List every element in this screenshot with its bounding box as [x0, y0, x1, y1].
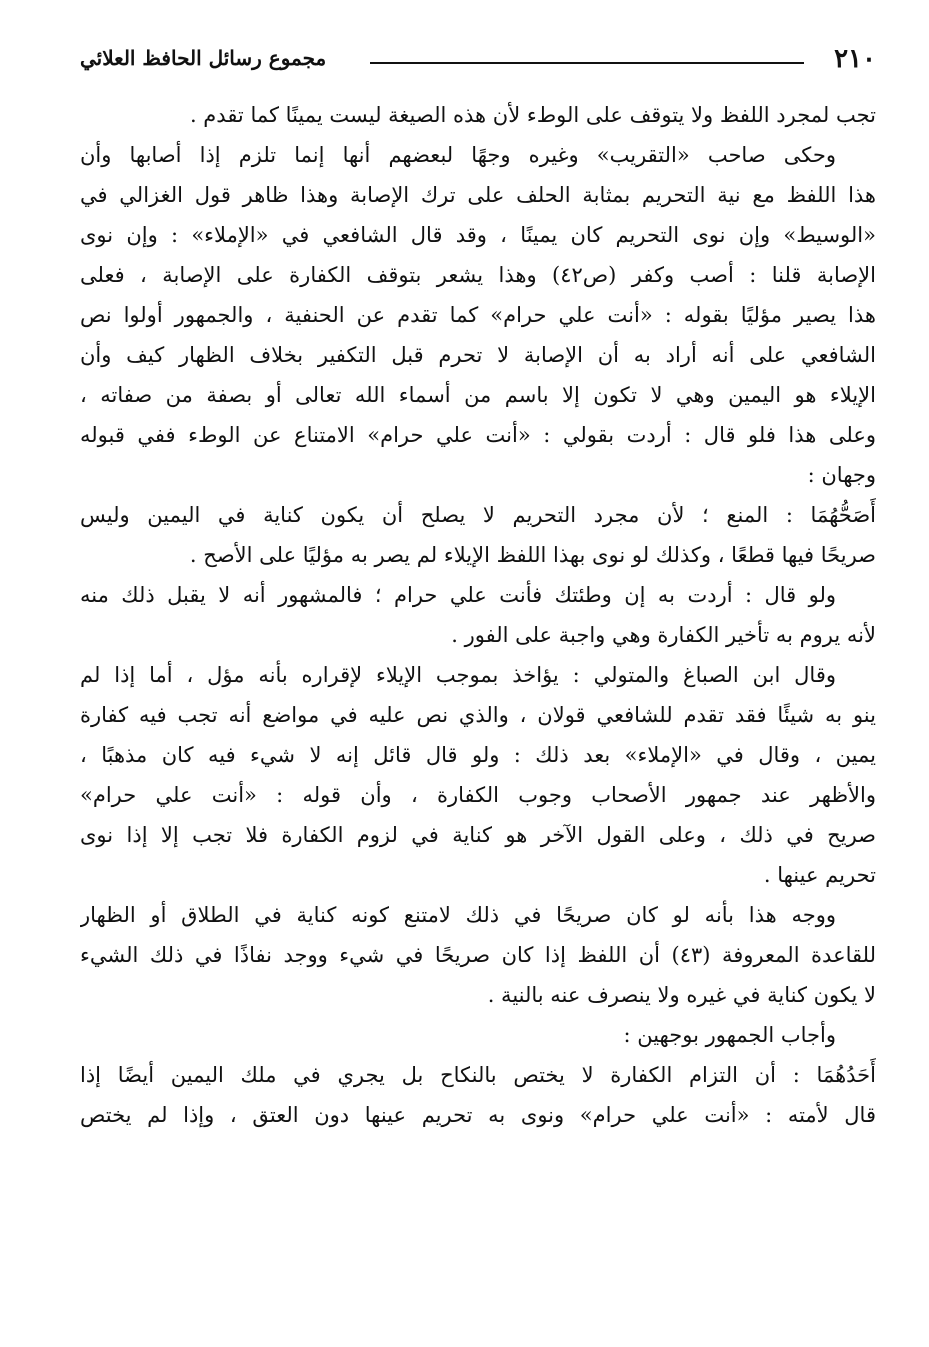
- text-line: وأجاب الجمهور بوجهين :: [623, 1023, 836, 1047]
- text-line: يمين ، وقال في «الإملاء» بعد ذلك : ولو قال قائل إنه لا شيء فيه كان مذهبًا ،: [80, 743, 876, 767]
- text-line: وحكى صاحب «التقريب» وغيره وجهًا لبعضهم أنها إنما تلزم إذا أصابها وأن: [80, 143, 836, 167]
- text-line: وجهان :: [807, 463, 876, 487]
- body-text: [80, 95, 876, 1135]
- text-line: للقاعدة المعروفة (٤٣) أن اللفظ إذا كان صريحًا في شيء ووجد نفاذًا في ذلك الشيء: [80, 943, 876, 967]
- text-line: ووجه هذا بأنه لو كان صريحًا في ذلك لامتنع كونه كناية في الطلاق أو الظهار: [80, 903, 836, 927]
- header-rule: [370, 62, 804, 64]
- text-line: صريحًا فيها قطعًا ، وكذلك لو نوى بهذا اللفظ الإيلاء لم يصر به مؤليًا على الأصح .: [189, 543, 876, 567]
- text-line: لا يكون كناية في غيره ولا ينصرف عنه بالنية .: [487, 983, 876, 1007]
- text-line: والأظهر عند جمهور الأصحاب وجوب الكفارة ، وأن قوله : «أنت علي حرام»: [80, 783, 876, 807]
- running-title: مجموع رسائل الحافظ العلائي: [80, 46, 327, 70]
- page-number: ٢١٠: [834, 44, 876, 74]
- text-line: لأنه يروم به تأخير الكفارة وهي واجبة على الفور .: [451, 623, 876, 647]
- text-line: وقال ابن الصباغ والمتولي : يؤاخذ بموجب الإيلاء لإقراره بأنه مؤل ، أما إذا لم: [80, 663, 836, 687]
- text-line: هذا اللفظ مع نية التحريم بمثابة الحلف على ترك الإصابة وهذا ظاهر قول الغزالي في: [80, 183, 876, 207]
- text-line: تجب لمجرد اللفظ ولا يتوقف على الوطء لأن هذه الصيغة ليست يمينًا كما تقدم .: [189, 103, 876, 127]
- text-line: هذا يصير مؤليًا بقوله : «أنت علي حرام» كما تقدم عن الحنفية ، والجمهور أولوا نص: [80, 303, 876, 327]
- text-line: صريح في ذلك ، وعلى القول الآخر هو كناية في لزوم الكفارة فلا تجب إلا إذا نوى: [80, 823, 876, 847]
- text-line: ينو به شيئًا فقد تقدم للشافعي قولان ، والذي نص عليه في مواضع أنه تجب فيه كفارة: [80, 703, 876, 727]
- text-line: الشافعي على أنه أراد به أن الإصابة لا تحرم قبل التكفير بخلاف الظهار كيف وأن: [80, 343, 876, 367]
- text-line: قال لأمته : «أنت علي حرام» ونوى به تحريم عينها دون العتق ، وإذا لم يختص: [80, 1103, 876, 1127]
- text-line: الإيلاء هو اليمين وهي لا تكون إلا باسم من أسماء الله تعالى أو بصفة من صفاته ،: [80, 383, 876, 407]
- text-line: الإصابة قلنا : أصب وكفر (ص٤٢) وهذا يشعر بتوقف الكفارة على الإصابة ، فعلى: [80, 263, 876, 287]
- text-line: وعلى هذا فلو قال : أردت بقولي : «أنت علي حرام» الامتناع عن الوطء ففي قبوله: [80, 423, 876, 447]
- text-line: أَصَحُّهُمَا : المنع ؛ لأن مجرد التحريم لا يصلح أن يكون كناية في اليمين وليس: [80, 503, 876, 527]
- page-header: [80, 40, 876, 80]
- text-line: تحريم عينها .: [763, 863, 876, 887]
- text-line: «الوسيط» وإن نوى التحريم كان يمينًا ، وقد قال الشافعي في «الإملاء» : وإن نوى: [80, 223, 876, 247]
- text-line: أَحَدُهُمَا : أن التزام الكفارة لا يختص بالنكاح بل يجري في ملك اليمين أيضًا إذا: [80, 1063, 876, 1087]
- text-line: ولو قال : أردت به إن وطئتك فأنت علي حرام ؛ فالمشهور أنه لا يقبل ذلك منه: [80, 583, 836, 607]
